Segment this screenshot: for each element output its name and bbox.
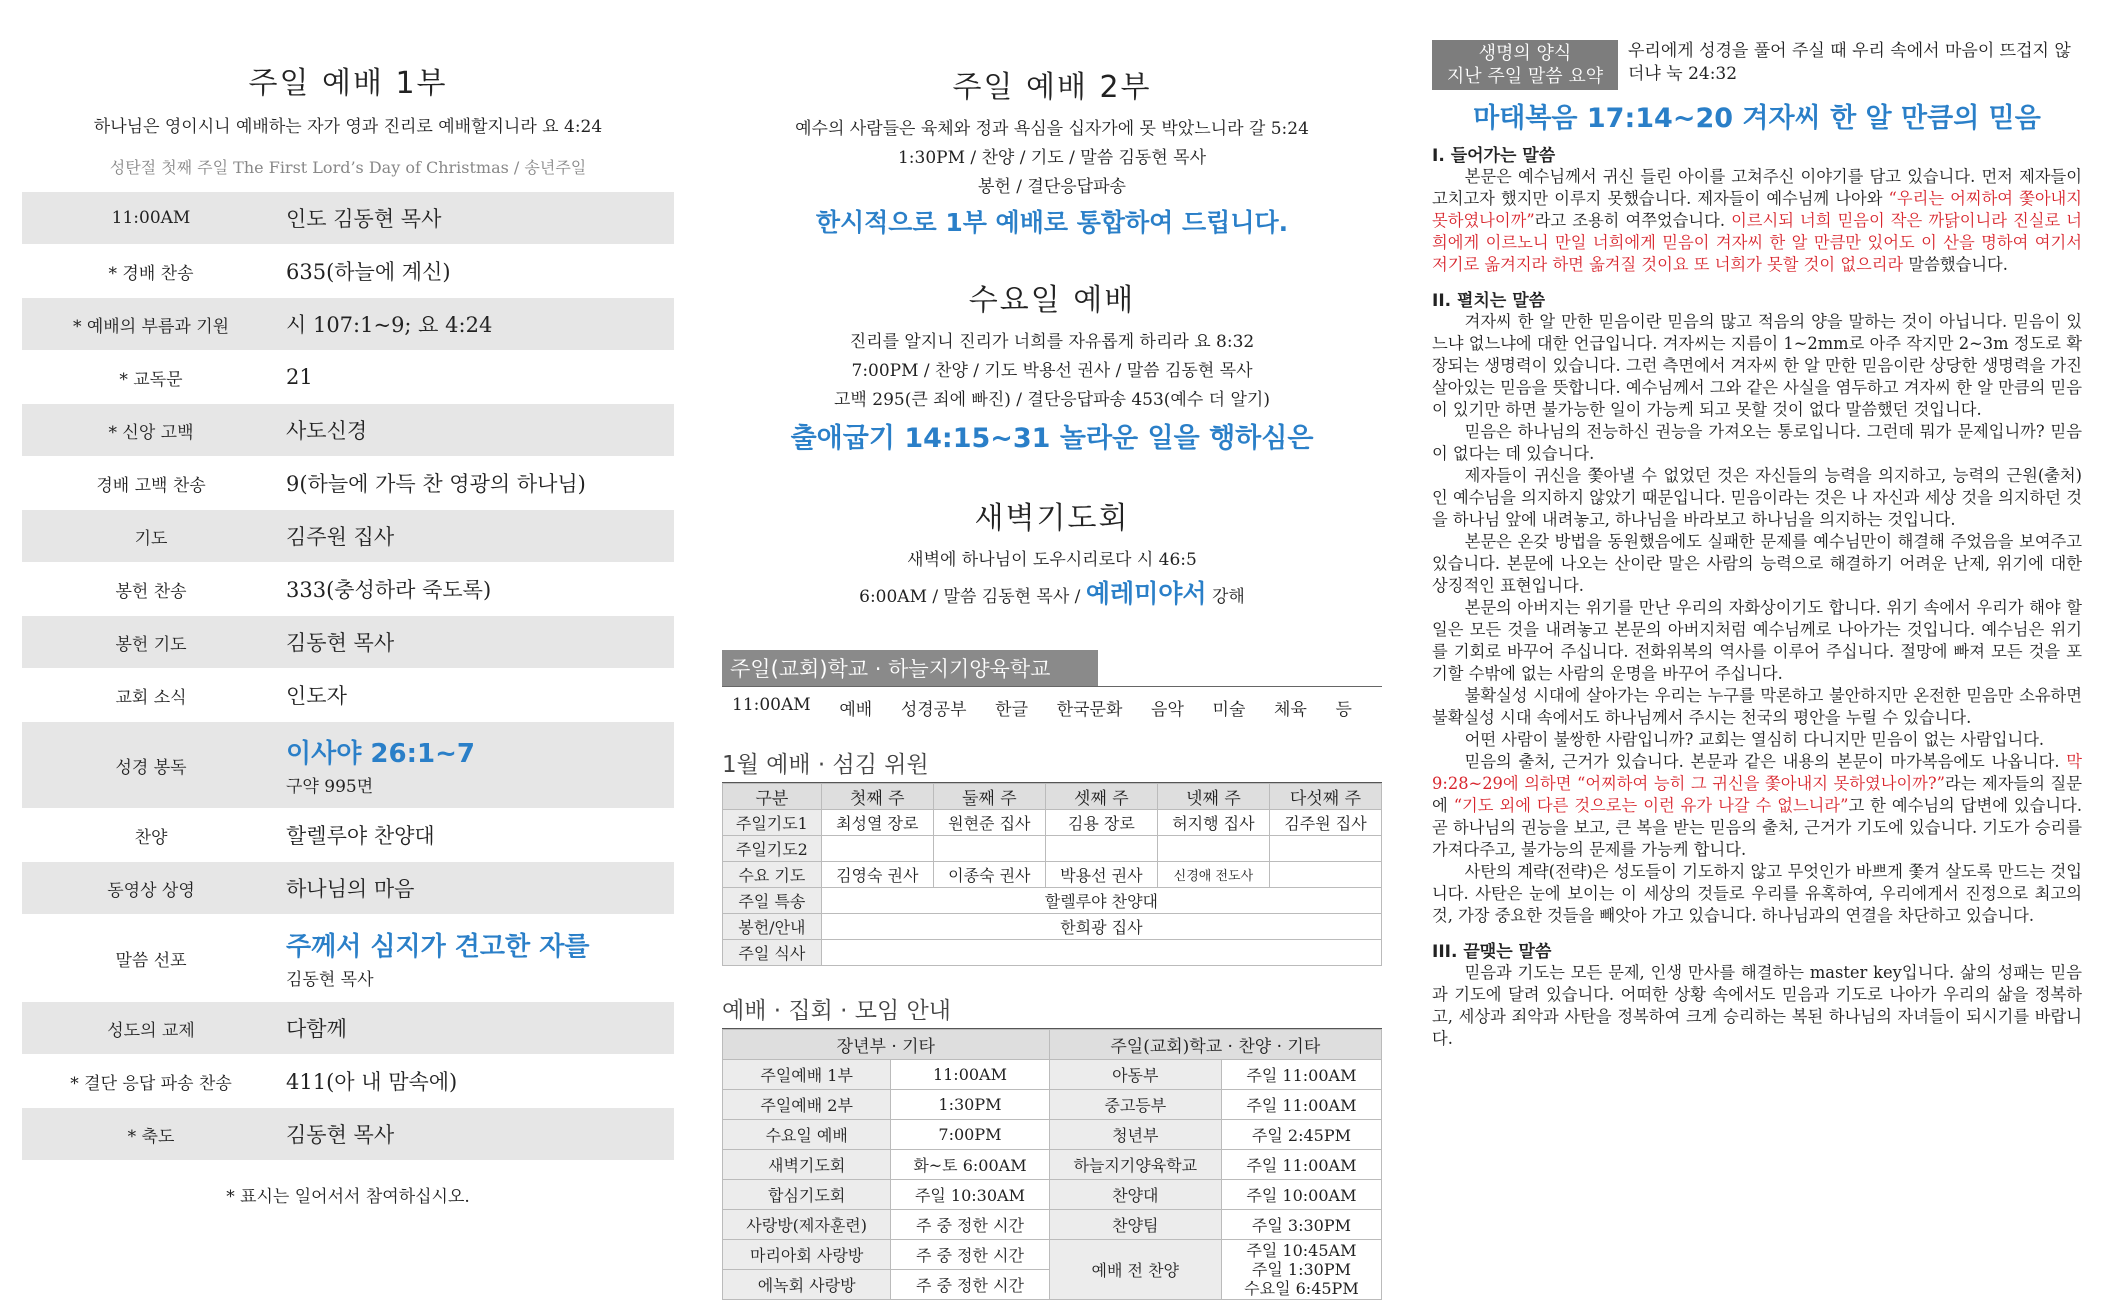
order-value: 인도자 xyxy=(286,684,347,708)
table-cell: 주일 3:30PM xyxy=(1221,1210,1381,1240)
table-cell xyxy=(821,836,933,862)
order-label: 성도의 교제 xyxy=(107,1020,195,1041)
order-label: 봉헌 기도 xyxy=(115,634,187,655)
order-value: 635(하늘에 계신) xyxy=(286,260,451,284)
table-cell: 7:00PM xyxy=(891,1120,1049,1150)
text: 라는 제자들의 질문에 xyxy=(1432,774,2082,815)
order-row xyxy=(22,1055,674,1107)
table-cell: 주 중 정한 시간 xyxy=(891,1240,1049,1270)
table-cell: 주일 11:00AM xyxy=(1221,1060,1381,1090)
school-band-title: 주일(교회)학교 · 하늘지기양육학교 xyxy=(722,650,1098,686)
order-label: 성경 봉독 xyxy=(115,757,187,778)
sermon-paragraph xyxy=(1432,166,2082,276)
table-cell: 주 중 정한 시간 xyxy=(891,1210,1049,1240)
school-item: 체육 xyxy=(1274,700,1307,720)
table-cell: 최성열 장로 xyxy=(821,810,933,836)
standing-note: * 표시는 일어서서 참여하십시오. xyxy=(226,1187,470,1207)
table-cell: 한희광 집사 xyxy=(821,914,1381,940)
order-value: 김동현 목사 xyxy=(286,1123,395,1147)
sermon-paragraph: 불확실성 시대에 살아가는 우리는 누구를 막론하고 불안하지만 온전한 믿음만 소유하면 불확실성 시대 속에서도 하나님께서 주시는 천국의 평안을 누릴 수 있습니다. xyxy=(1432,686,2082,727)
table-row xyxy=(723,862,1382,888)
table-cell xyxy=(1269,862,1381,888)
order-value: 다함께 xyxy=(286,1017,347,1041)
order-label: 동영상 상영 xyxy=(107,880,195,901)
table-row xyxy=(723,1150,1382,1180)
order-value: 411(아 내 맘속에) xyxy=(286,1070,458,1094)
table-cell: 박용선 권사 xyxy=(1045,862,1157,888)
sermon-summary-column xyxy=(1432,40,2082,1050)
row-label: 봉헌/안내 xyxy=(723,914,822,940)
duty-heading: 1월 예배 · 섬김 위원 xyxy=(722,746,1382,783)
row-label: 청년부 xyxy=(1049,1120,1221,1150)
service2-line2: 봉헌 / 결단응답파송 xyxy=(978,177,1126,197)
dawn-title: 새벽기도회 xyxy=(974,501,1130,536)
order-label: 봉헌 찬송 xyxy=(115,581,187,602)
column-header: 장년부 · 기타 xyxy=(723,1030,1050,1060)
row-label: 하늘지기양육학교 xyxy=(1049,1150,1221,1180)
order-label: * 경배 찬송 xyxy=(108,263,194,284)
order-row xyxy=(22,862,674,914)
wednesday-title: 수요일 예배 xyxy=(968,283,1136,318)
order-value: 김동현 목사 xyxy=(286,631,395,655)
order-label: 11:00AM xyxy=(111,208,191,228)
section-heading: I. 들어가는 말씀 xyxy=(1432,146,1556,166)
order-label: * 신앙 고백 xyxy=(108,422,194,443)
table-cell: 주 중 정한 시간 xyxy=(891,1270,1049,1300)
row-label: 예배 전 찬양 xyxy=(1049,1240,1221,1300)
order-row xyxy=(22,510,674,562)
table-row xyxy=(723,940,1382,966)
table-cell: 11:00AM xyxy=(891,1060,1049,1090)
sermon-label: 생명의 양식 xyxy=(1478,43,1572,64)
column-header: 넷째 주 xyxy=(1157,784,1269,810)
order-row xyxy=(22,669,674,721)
scripture-page: 구약 995면 xyxy=(286,777,374,797)
school-item: 미술 xyxy=(1212,700,1246,720)
order-label: * 예배의 부름과 기원 xyxy=(72,316,230,337)
column-header: 첫째 주 xyxy=(821,784,933,810)
row-label: 주일예배 2부 xyxy=(723,1090,891,1120)
order-label: 찬양 xyxy=(134,827,168,848)
order-value: 시 107:1~9; 요 4:24 xyxy=(286,313,493,337)
order-label: * 결단 응답 파송 찬송 xyxy=(70,1073,232,1094)
table-cell: 주일 2:45PM xyxy=(1221,1120,1381,1150)
column-header: 셋째 주 xyxy=(1045,784,1157,810)
table-row xyxy=(723,1120,1382,1150)
order-of-worship xyxy=(22,192,674,1160)
service2-notice: 한시적으로 1부 예배로 통합하여 드립니다. xyxy=(815,208,1289,237)
table-row xyxy=(723,1060,1382,1090)
table-cell: 주일 10:30AM xyxy=(891,1180,1049,1210)
table-row xyxy=(723,1090,1382,1120)
gatherings-heading: 예배 · 집회 · 모임 안내 xyxy=(722,992,1382,1029)
school-items xyxy=(722,687,1362,720)
table-cell xyxy=(1221,1240,1381,1300)
order-row xyxy=(22,1002,674,1054)
table-row xyxy=(723,1210,1382,1240)
dawn-verse: 새벽에 하나님이 도우시리로다 시 46:5 xyxy=(907,550,1197,570)
order-row xyxy=(22,298,674,350)
row-label: 수요 기도 xyxy=(723,862,822,888)
row-label: 중고등부 xyxy=(1049,1090,1221,1120)
duty-table xyxy=(722,783,1382,966)
school-item: 한국문화 xyxy=(1056,700,1123,720)
sermon-paragraph: 사탄의 계략(전략)은 성도들이 기도하지 않고 무엇인가 바쁘게 쫓겨 살도록 만드는 것입니다. 사탄은 눈에 보이는 이 세상의 것들로 우리를 유혹하여, 우리에게서 진정으로 최고의 것, 가장 중요한 것들을 빼앗아 가고 있습니다. 하나님과의 연결을 차단하고 있습니다. xyxy=(1432,862,2082,925)
highlight-text: 이르시되 너희 믿음이 작은 까닭이니라 진실로 너희에게 이르노니 만일 너희에게 믿음이 겨자씨 한 알 만큼만 있어도 이 산을 명하여 여기서 저기로 옮겨지라 하면 옮겨질 것이요 또 너희가 못할 것이 없으리라 xyxy=(1432,211,2082,274)
row-label: 주일기도1 xyxy=(723,810,822,836)
order-row xyxy=(22,809,674,861)
school-item: 11:00AM xyxy=(732,695,811,715)
order-label: 기도 xyxy=(134,528,168,549)
order-row xyxy=(22,915,674,1001)
row-label: 마리아회 사랑방 xyxy=(723,1240,891,1270)
row-label: 주일 식사 xyxy=(723,940,822,966)
table-cell: 1:30PM xyxy=(891,1090,1049,1120)
order-value: 333(충성하라 죽도록) xyxy=(286,578,492,602)
column-header: 주일(교회)학교 · 찬양 · 기타 xyxy=(1049,1030,1381,1060)
table-cell: 주일 10:00AM xyxy=(1221,1180,1381,1210)
table-row xyxy=(723,914,1382,940)
order-row xyxy=(22,245,674,297)
table-cell: 김용 장로 xyxy=(1045,810,1157,836)
sermon-paragraph: 어떤 사람이 불쌍한 사람입니까? 교회는 열심히 다니지만 믿음이 없는 사람입니다. xyxy=(1464,730,2045,749)
school-band xyxy=(722,650,1382,687)
service2-verse: 예수의 사람들은 육체와 정과 욕심을 십자가에 못 박았느니라 갈 5:24 xyxy=(795,119,1309,139)
table-cell: 원현준 집사 xyxy=(933,810,1045,836)
order-label: * 축도 xyxy=(127,1126,175,1147)
school-item: 한글 xyxy=(995,700,1029,720)
order-row xyxy=(22,192,674,244)
row-label: 아동부 xyxy=(1049,1060,1221,1090)
sermon-title: 주께서 심지가 견고한 자를 xyxy=(286,932,590,962)
column-header: 구분 xyxy=(723,784,822,810)
order-label: 말씀 선포 xyxy=(115,950,187,971)
table-row xyxy=(723,784,1382,810)
order-value: 할렐루야 찬양대 xyxy=(286,824,435,848)
order-label: 교회 소식 xyxy=(115,687,187,708)
table-cell: 김영숙 권사 xyxy=(821,862,933,888)
table-cell: 주일 11:00AM xyxy=(1221,1150,1381,1180)
service1-column xyxy=(22,0,674,1207)
order-row xyxy=(22,563,674,615)
order-value: 21 xyxy=(286,365,313,389)
service1-title: 주일 예배 1부 xyxy=(248,66,448,101)
order-value: 하나님의 마음 xyxy=(286,877,415,901)
order-row xyxy=(22,616,674,668)
gatherings-table xyxy=(722,1029,1382,1300)
service2-title: 주일 예배 2부 xyxy=(952,70,1152,105)
section-heading: III. 끝맺는 말씀 xyxy=(1432,942,1552,962)
order-value: 9(하늘에 가득 찬 영광의 하나님) xyxy=(286,472,586,496)
order-value: 사도신경 xyxy=(286,419,368,443)
dawn-book: 예레미야서 xyxy=(1085,579,1207,608)
school-item: 등 xyxy=(1335,700,1352,720)
table-cell: 주일 11:00AM xyxy=(1221,1090,1381,1120)
pre-service-time: 수요일 6:45PM xyxy=(1244,1279,1359,1298)
text: 고 한 예수님의 답변에 있습니다. 곧 하나님의 권능을 보고, 큰 복을 받는 믿음의 출처, 근거가 기도에 있습니다. 기도가 승리를 가져다주고, 불가능의 문제를 가능케 합니다. xyxy=(1432,796,2083,859)
order-row xyxy=(22,1108,674,1160)
table-row xyxy=(723,888,1382,914)
text: 믿음의 출처, 근거가 있습니다. 본문과 같은 내용의 본문이 마가복음에도 나옵니다. xyxy=(1464,752,2067,771)
dawn-line-suffix: 강해 xyxy=(1212,587,1245,607)
row-label: 주일기도2 xyxy=(723,836,822,862)
order-row xyxy=(22,722,674,808)
order-value: 인도 김동현 목사 xyxy=(286,207,442,231)
services-column xyxy=(722,0,1382,1300)
row-label: 합심기도회 xyxy=(723,1180,891,1210)
column-header: 둘째 주 xyxy=(933,784,1045,810)
sermon-paragraph: 본문은 온갖 방법을 동원했음에도 실패한 문제를 예수님만이 해결해 주었음을 보여주고 있습니다. 본문에 나오는 산이란 말은 사람의 능력으로 해결하기 어려운 난제, 위기에 대한 상징적인 표현입니다. xyxy=(1432,532,2082,595)
table-row xyxy=(723,1240,1382,1270)
scripture-reading: 이사야 26:1~7 xyxy=(286,739,475,769)
sermon-paragraph: 본문의 아버지는 위기를 만난 우리의 자화상이기도 합니다. 위기 속에서 우리가 해야 할 일은 모든 것을 내려놓고 본문의 아버지처럼 예수님께로 나아가는 것입니다. 예수님은 위기를 기회로 바꾸어 주십니다. 전화위복의 역사를 이루어 주십니다. 절망에 빠져 모든 것을 포기할 수밖에 없는 사람의 운명을 바꾸어 주십니다. xyxy=(1432,598,2082,683)
pre-service-time: 주일 10:45AM xyxy=(1246,1241,1357,1260)
order-label: * 교독문 xyxy=(119,369,183,390)
highlight-text: 막 9:28~29에 의하면 “어찌하여 능히 그 귀신을 쫓아내지 못하였나이까?” xyxy=(1432,752,2082,793)
order-row xyxy=(22,457,674,509)
table-cell: 화~토 6:00AM xyxy=(891,1150,1049,1180)
table-cell xyxy=(821,940,1381,966)
table-cell: 김주원 집사 xyxy=(1269,810,1381,836)
service1-verse: 하나님은 영이시니 예배하는 자가 영과 진리로 예배할지니라 요 4:24 xyxy=(93,117,603,137)
table-cell: 신경애 전도사 xyxy=(1157,862,1269,888)
text: 라고 조용히 여쭈었습니다. xyxy=(1534,211,1732,230)
highlight-text: “우리는 어찌하여 쫓아내지 못하였나이까” xyxy=(1432,189,2083,230)
school-item: 예배 xyxy=(839,700,873,720)
order-label: 경배 고백 찬송 xyxy=(96,475,206,496)
table-row xyxy=(723,836,1382,862)
table-cell: 허지행 집사 xyxy=(1157,810,1269,836)
sermon-label-box xyxy=(1432,40,1618,90)
row-label: 찬양대 xyxy=(1049,1180,1221,1210)
table-cell xyxy=(1045,836,1157,862)
row-label: 수요일 예배 xyxy=(723,1120,891,1150)
row-label: 주일 특송 xyxy=(723,888,822,914)
order-row xyxy=(22,351,674,403)
text: 말씀했습니다. xyxy=(1903,255,2008,274)
service2-line1: 1:30PM / 찬양 / 기도 / 말씀 김동현 목사 xyxy=(897,148,1207,168)
sermon-summary-title: 마태복음 17:14~20 겨자씨 한 알 만큼의 믿음 xyxy=(1473,103,2041,134)
sermon-header xyxy=(1432,40,2082,90)
column-header: 다섯째 주 xyxy=(1269,784,1381,810)
dawn-line-prefix: 6:00AM / 말씀 김동현 목사 / xyxy=(859,587,1081,607)
service1-subtitle: 성탄절 첫째 주일 The First Lord’s Day of Christmas / 송년주일 xyxy=(109,158,587,177)
sermon-quote: 우리에게 성경을 풀어 주실 때 우리 속에서 마음이 뜨겁지 않더냐 눅 24:32 xyxy=(1628,41,2071,84)
row-label: 새벽기도회 xyxy=(723,1150,891,1180)
table-row xyxy=(723,1030,1382,1060)
table-row xyxy=(723,1180,1382,1210)
text: 본문은 예수님께서 귀신 들린 아이를 고쳐주신 이야기를 담고 있습니다. 먼저 제자들이 고치고자 했지만 이루지 못했습니다. 제자들이 예수님께 나아와 xyxy=(1432,167,2082,208)
section-heading: II. 펼치는 말씀 xyxy=(1432,291,1546,311)
pre-service-time: 주일 1:30PM xyxy=(1251,1260,1351,1279)
wednesday-sermon: 출애굽기 14:15~31 놀라운 일을 행하심은 xyxy=(790,423,1314,454)
order-value: 김주원 집사 xyxy=(286,525,395,549)
order-row xyxy=(22,404,674,456)
wednesday-line2: 고백 295(큰 죄에 빠진) / 결단응답파송 453(예수 더 알기) xyxy=(834,390,1270,410)
school-item: 음악 xyxy=(1151,700,1184,720)
highlight-text: “기도 외에 다른 것으로는 이런 유가 나갈 수 없느니라” xyxy=(1453,796,1849,815)
table-row xyxy=(723,810,1382,836)
preacher: 김동현 목사 xyxy=(286,970,374,990)
row-label: 에녹회 사랑방 xyxy=(723,1270,891,1300)
table-cell xyxy=(1157,836,1269,862)
sermon-paragraph: 믿음은 하나님의 전능하신 권능을 가져오는 통로입니다. 그런데 뭐가 문제입니까? 믿음이 없다는 데 있습니다. xyxy=(1432,422,2082,463)
sermon-paragraph xyxy=(1432,751,2082,861)
row-label: 찬양팀 xyxy=(1049,1210,1221,1240)
sermon-paragraph: 제자들이 귀신을 쫓아낼 수 없었던 것은 자신들의 능력을 의지하고, 능력의 근원(출처)인 예수님을 의지하지 않았기 때문입니다. 믿음이라는 것은 나 자신과 세상 것을 의지하던 것을 하나님 앞에 내려놓고, 하나님을 바라보고 하나님을 의지하는 것입니다. xyxy=(1432,466,2082,529)
table-cell: 할렐루야 찬양대 xyxy=(821,888,1381,914)
sermon-paragraph: 믿음과 기도는 모든 문제, 인생 만사를 해결하는 master key입니다. 삶의 성패는 믿음과 기도에 달려 있습니다. 어떠한 상황 속에서도 믿음과 기도로 나아가 우리의 삶을 정복하고, 세상과 죄악과 사탄을 정복하여 크게 승리하는 복된 하나님의 자녀들이 되시기를 바랍니다. xyxy=(1432,963,2082,1048)
row-label: 주일예배 1부 xyxy=(723,1060,891,1090)
table-cell xyxy=(1269,836,1381,862)
wednesday-line1: 7:00PM / 찬양 / 기도 박용선 권사 / 말씀 김동현 목사 xyxy=(851,361,1253,381)
school-item: 성경공부 xyxy=(900,700,967,720)
wednesday-verse: 진리를 알지니 진리가 너희를 자유롭게 하리라 요 8:32 xyxy=(849,332,1255,352)
sermon-paragraph: 겨자씨 한 알 만한 믿음이란 믿음의 많고 적음의 양을 말하는 것이 아닙니다. 믿음이 있느냐 없느냐에 대한 언급입니다. 겨자씨는 지름이 1~2mm로 아주 작지만 2~3m 정도로 확장되는 생명력이 있습니다. 그런 측면에서 겨자씨 한 알 만한 믿음이란 상당한 생명력을 가진 살아있는 믿음을 뜻합니다. 예수님께서 그와 같은 사실을 염두하고 겨자씨 한 알 만큼의 믿음이 있기만 하면 불가능한 일이 가능케 되고 못할 것이 없다 말씀했던 것입니다. xyxy=(1432,312,2082,419)
table-cell: 이종숙 권사 xyxy=(933,862,1045,888)
sermon-sublabel: 지난 주일 말씀 요약 xyxy=(1446,66,1604,87)
row-label: 사랑방(제자훈련) xyxy=(723,1210,891,1240)
table-cell xyxy=(933,836,1045,862)
